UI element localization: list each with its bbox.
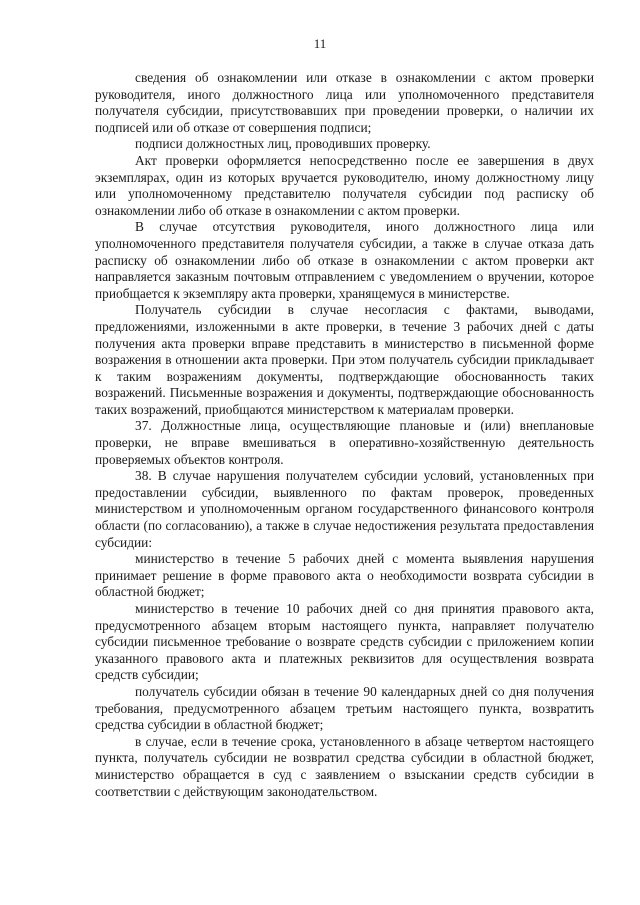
paragraph-return-90-days: получатель субсидии обязан в течение 90 календарных дней со дня получения требования, предусмотренного абзацем третьим настоящего пункта, возвратить средства субсидии в областной бюджет; xyxy=(95,683,594,733)
paragraph-act-execution: Акт проверки оформляется непосредственно после ее завершения в двух экземплярах, один из которых вручается руководителю, иному должностному лицу или уполномоченному представителю получателя субсидии под расписку об ознакомлении либо об отказе в ознакомлении с актом проверки. xyxy=(95,152,594,218)
paragraph-item-37: 37. Должностные лица, осуществляющие плановые и (или) внеплановые проверки, не вправе вмешиваться в оперативно-хозяйственную деятельность проверяемых объектов контроля. xyxy=(95,418,594,467)
paragraph-absence-case: В случае отсутствия руководителя, иного должностного лица или уполномоченного представителя получателя субсидии, а также в случае отказа дать расписку об ознакомлении либо об отказе в ознакомлении с актом проверки акт направляется заказным почтовым отправлением с уведомлением о вручении, которое приобщается к экземпляру акта проверки, хранящемуся в министерстве. xyxy=(95,219,594,301)
paragraph-objections: Получатель субсидии в случае несогласия с фактами, выводами, предложениями, изложенными в акте проверки, в течение 3 рабочих дней с даты получения акта проверки вправе представить в министерство в письменной форме возражения в отношении акта проверки. При этом получатель субсидии прикладывает к таким возражениям документы, подтверждающие обоснованность таких возражений. Письменные возражения и документы, подтверждающие обоснованность таких возражений, приобщаются министерством к материалам проверки. xyxy=(95,302,594,417)
paragraph-court-claim: в случае, если в течение срока, установленного в абзаце четвертом настоящего пункта, получатель субсидии не возвратил средства субсидии в областной бюджет, министерство обращается в суд с заявлением о взыскании средств субсидии в соответствии с действующим законодательством. xyxy=(95,733,594,799)
paragraph-acquaintance-info: сведения об ознакомлении или отказе в ознакомлении с актом проверки руководителя, иного должностного лица или уполномоченного представителя получателя субсидии, присутствовавших при проведении проверки, о наличии их подписей или об отказе от совершения подписи; xyxy=(95,70,594,135)
document-body xyxy=(95,70,594,800)
paragraph-decision-5-days: министерство в течение 5 рабочих дней с момента выявления нарушения принимает решение в форме правового акта о необходимости возврата субсидии в областной бюджет; xyxy=(95,551,594,600)
page-number: 11 xyxy=(313,36,327,51)
paragraph-signatures: подписи должностных лиц, проводивших проверку. xyxy=(135,136,431,152)
paragraph-requirement-10-days: министерство в течение 10 рабочих дней со дня принятия правового акта, предусмотренного абзацем вторым настоящего пункта, направляет получателю субсидии письменное требование о возврате средств субсидии с приложением копии указанного правового акта и платежных реквизитов для осуществления возврата средств субсидии; xyxy=(95,601,594,683)
paragraph-item-38: 38. В случае нарушения получателем субсидии условий, установленных при предоставлении субсидии, выявленного по фактам проверок, проведенных министерством и уполномоченным органом государственного финансового контроля области (по согласованию), а также в случае недостижения результата предоставления субсидии: xyxy=(95,468,594,550)
